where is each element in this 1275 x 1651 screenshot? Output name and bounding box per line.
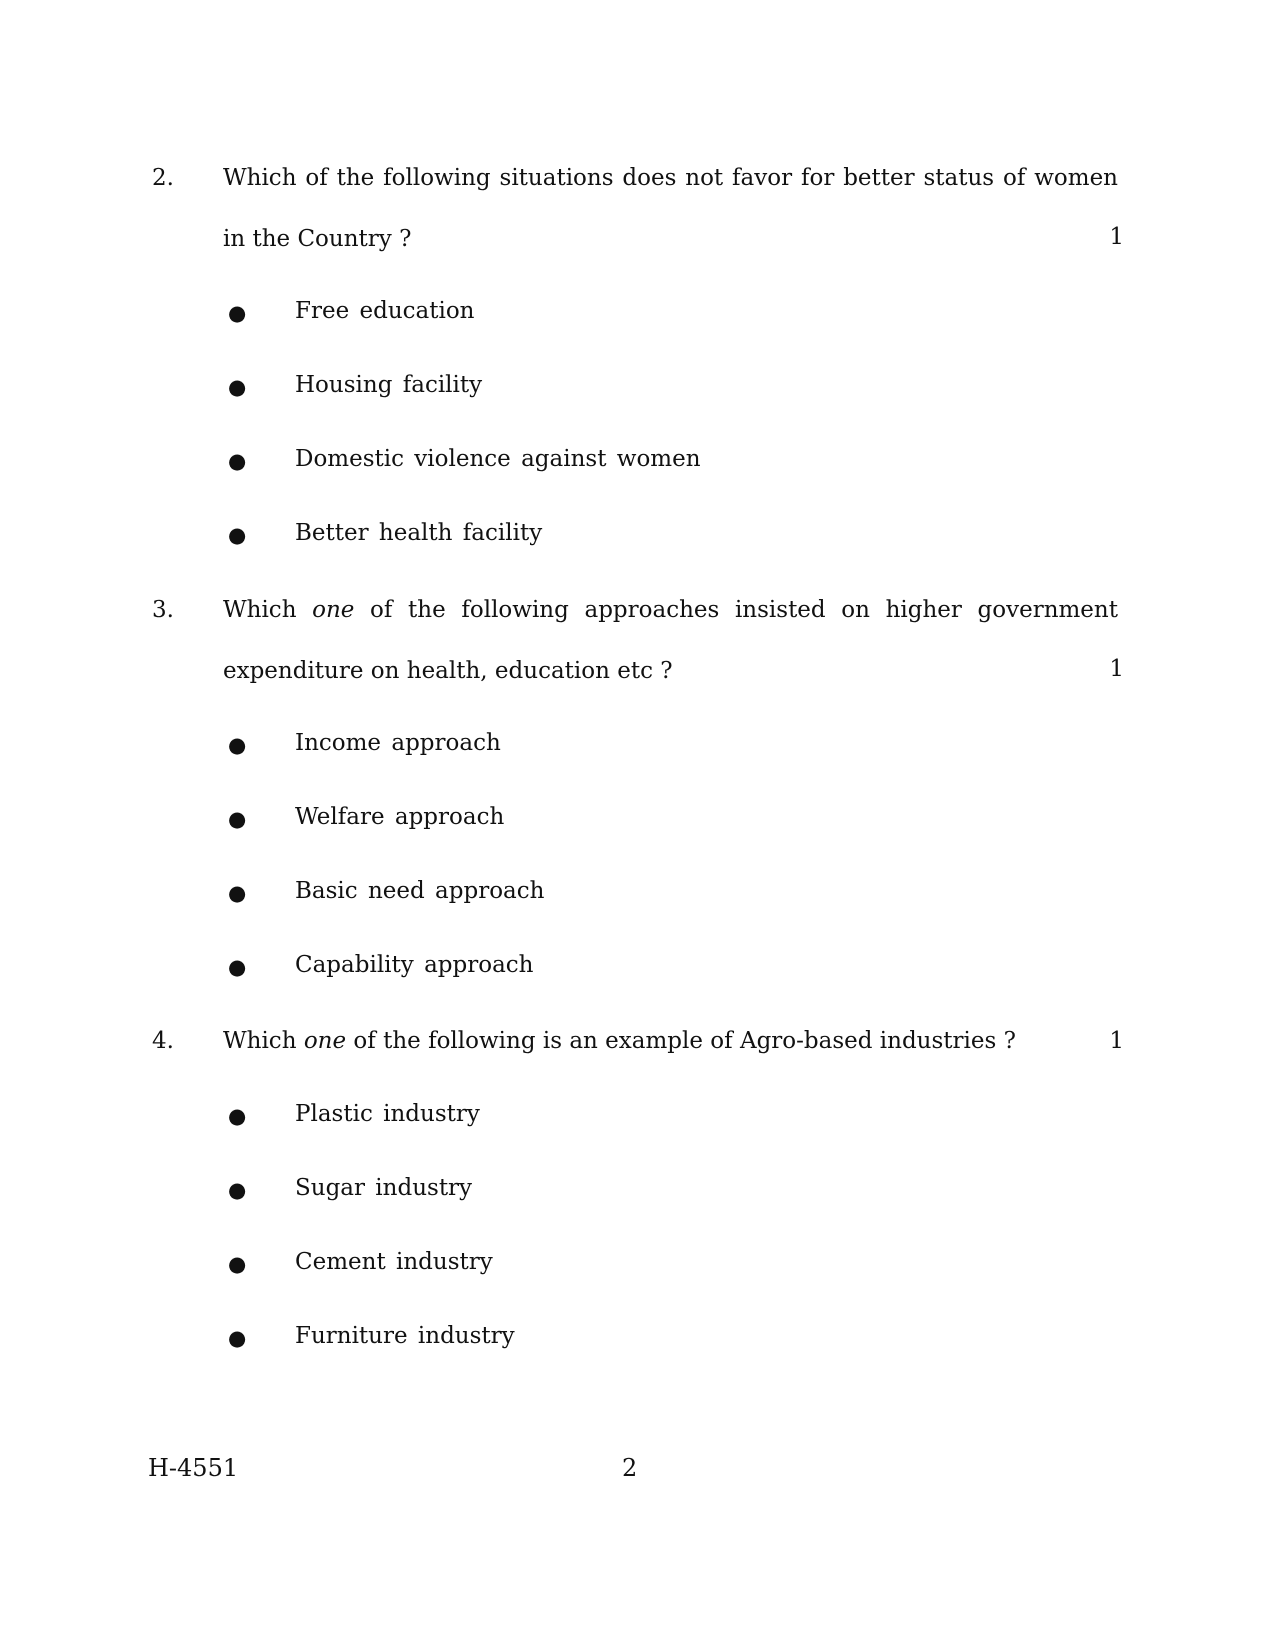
option-item: Housing facility (295, 372, 483, 398)
option-item: Cement industry (295, 1249, 493, 1275)
option-item: Free education (295, 298, 475, 324)
question-marks: 1 (1109, 224, 1124, 250)
question-text-line (223, 595, 1118, 625)
bullet-icon: ● (228, 881, 247, 905)
option-item: Furniture industry (295, 1323, 515, 1349)
question-marks: 1 (1109, 656, 1124, 682)
bullet-icon: ● (228, 301, 247, 325)
question-number: 3. (152, 597, 174, 623)
bullet-icon: ● (228, 955, 247, 979)
bullet-icon: ● (228, 807, 247, 831)
question-text-line (223, 1026, 1063, 1056)
text-segment: Which (223, 597, 313, 623)
option-item: Income approach (295, 730, 501, 756)
page-number: 2 (622, 1454, 638, 1482)
question-text-line: Which of the following situations does not favor for better status of women (223, 165, 1118, 191)
option-item: Domestic violence against women (295, 446, 701, 472)
bullet-icon: ● (228, 1178, 247, 1202)
bullet-icon: ● (228, 1252, 247, 1276)
bullet-icon: ● (228, 733, 247, 757)
bullet-icon: ● (228, 523, 247, 547)
question-number: 4. (152, 1028, 174, 1054)
text-segment: of the following is an example of Agro-based industries ? (346, 1028, 1016, 1054)
text-segment: Which (223, 1028, 304, 1054)
option-item: Basic need approach (295, 878, 545, 904)
paper-code: H-4551 (148, 1454, 239, 1482)
bullet-icon: ● (228, 449, 247, 473)
emphasis-text: one (312, 597, 355, 623)
bullet-icon: ● (228, 1104, 247, 1128)
bullet-icon: ● (228, 1326, 247, 1350)
question-text-line: expenditure on health, education etc ? (223, 658, 673, 684)
option-item: Better health facility (295, 520, 543, 546)
option-item: Plastic industry (295, 1101, 480, 1127)
emphasis-text: one (303, 1028, 347, 1054)
question-number: 2. (152, 165, 174, 191)
text-segment: of the following approaches insisted on higher government (354, 597, 1118, 623)
option-item: Welfare approach (295, 804, 505, 830)
option-item: Capability approach (295, 952, 534, 978)
question-marks: 1 (1109, 1028, 1124, 1054)
option-item: Sugar industry (295, 1175, 473, 1201)
question-text-line: in the Country ? (223, 226, 412, 252)
bullet-icon: ● (228, 375, 247, 399)
